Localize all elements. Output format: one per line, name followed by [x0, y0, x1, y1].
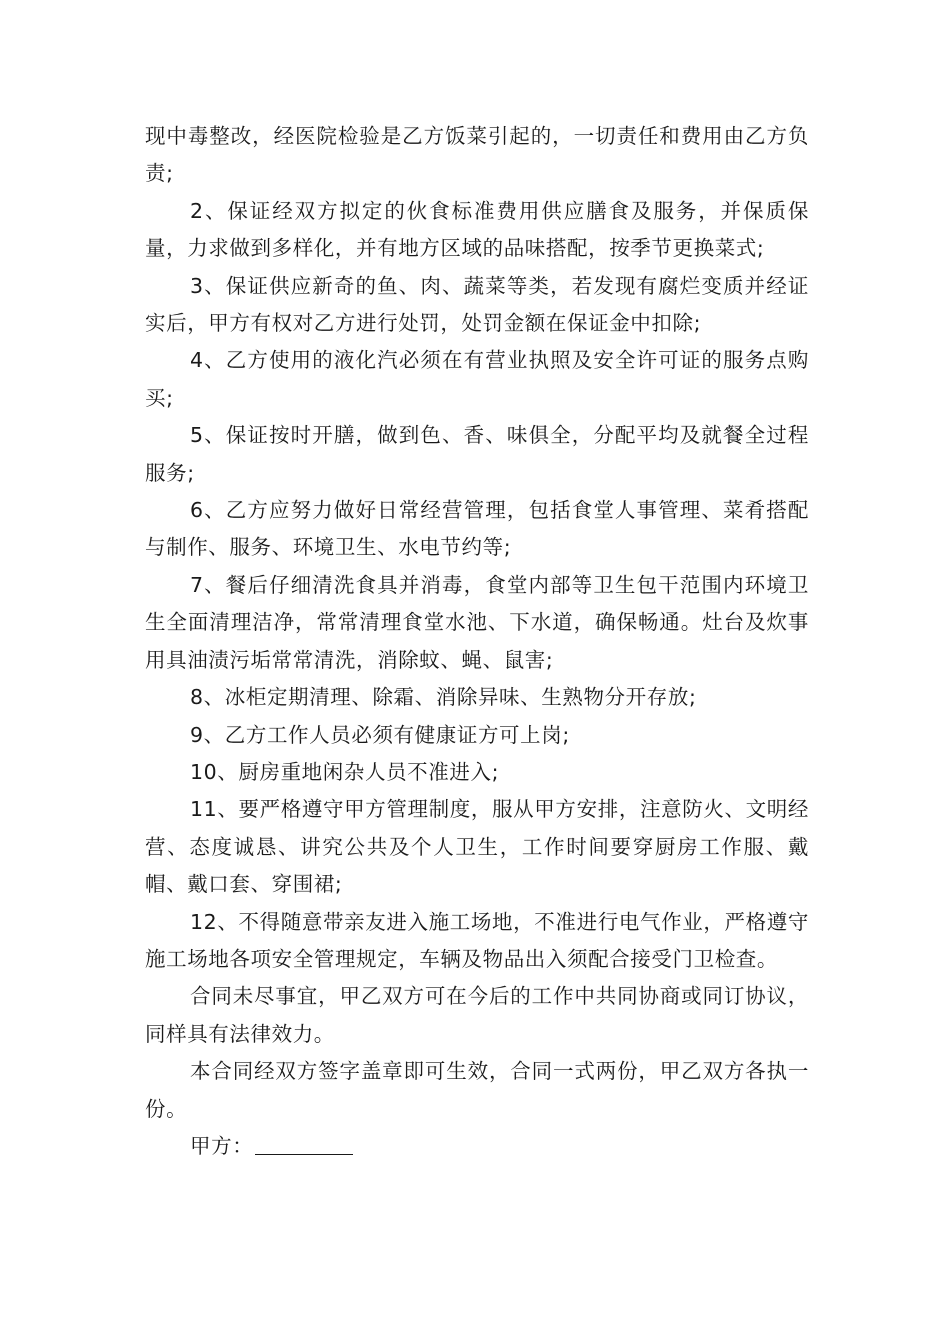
supplementary-clause: 合同未尽事宜，甲乙双方可在今后的工作中共同协商或同订协议，同样具有法律效力。 — [145, 984, 809, 1046]
clause-6: 6、乙方应努力做好日常经营管理，包括食堂人事管理、菜肴搭配与制作、服务、环境卫生、水电节约等; — [145, 498, 809, 560]
clause-2: 2、保证经双方拟定的伙食标准费用供应膳食及服务，并保质保量，力求做到多样化，并有地方区域的品味搭配，按季节更换菜式; — [145, 198, 809, 261]
clause-11: 11、要严格遵守甲方管理制度，服从甲方安排，注意防火、文明经营、态度诚恳、讲究公共及个人卫生，工作时间要穿厨房工作服、戴帽、戴口套、穿围裙; — [145, 797, 809, 897]
clause-12: 12、不得随意带亲友进入施工场地，不准进行电气作业，严格遵守施工场地各项安全管理规定，车辆及物品出入须配合接受门卫检查。 — [145, 909, 809, 971]
contract-body — [145, 118, 809, 1165]
clause-7: 7、餐后仔细清洗食具并消毒，食堂内部等卫生包干范围内环境卫生全面清理洁净，常常清理食堂水池、下水道，确保畅通。灶台及炊事用具油渍污垢常常清洗，消除蚊、蝇、鼠害; — [145, 572, 809, 672]
clause-3: 3、保证供应新奇的鱼、肉、蔬菜等类，若发现有腐烂变质并经证实后，甲方有权对乙方进行处罚，处罚金额在保证金中扣除; — [145, 273, 809, 336]
party-a-label: 甲方： — [190, 1133, 254, 1158]
clause-10: 10、厨房重地闲杂人员不准进入; — [190, 759, 500, 784]
effectiveness-clause: 本合同经双方签字盖章即可生效，合同一式两份，甲乙双方各执一份。 — [145, 1059, 809, 1121]
clause-5: 5、保证按时开膳，做到色、香、味俱全，分配平均及就餐全过程服务; — [145, 423, 809, 485]
party-a-signature-line — [145, 1128, 809, 1165]
clause-8: 8、冰柜定期清理、除霜、消除异味、生熟物分开存放; — [190, 685, 697, 710]
clause-9: 9、乙方工作人员必须有健康证方可上岗; — [190, 722, 570, 747]
party-a-signature-blank[interactable] — [255, 1132, 353, 1155]
paragraph-continuation: 现中毒整改，经医院检验是乙方饭菜引起的，一切责任和费用由乙方负责; — [145, 124, 809, 186]
clause-4: 4、乙方使用的液化汽必须在有营业执照及安全许可证的服务点购买; — [145, 348, 809, 410]
